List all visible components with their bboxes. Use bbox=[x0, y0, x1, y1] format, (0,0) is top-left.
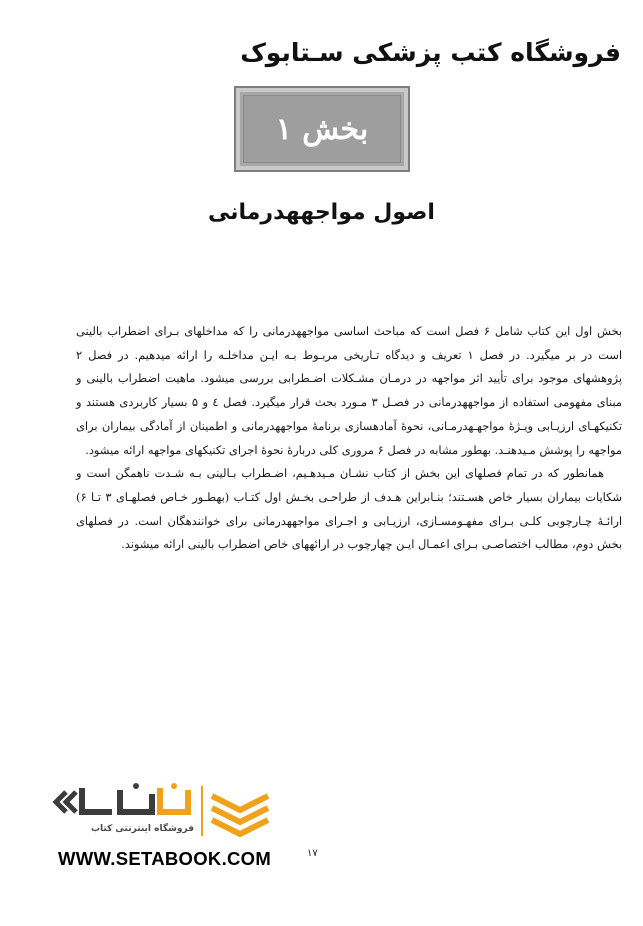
body-paragraph: بخش اول این کتاب شامل ۶ فصل است که مباحث اساسی مواجههدرمانی را که مداخلهای بـرای اضطراب بالینی است در بر میگیرد. در فصل ۱ تعریف و دیدگاه تـاریخی مربـوط بـه ایـن مداخلـه را ارائه میدهیم. در فصل ۲ پژوهشهای موجود برای تأیید اثر مواجهه در درمـان مشـکلات اضـطرابی بررسی میشود. ماهیت اضطراب بالینی و مبنای مفهومی استفاده از مواجههدرمانی در فصـل ۳ مـورد بحث قرار میگیرد. فصل ٤ و ۵ بسیار کاربردی هستند و تکنیکهـای ارزیـابی ویـژۀ مواجهـهدرمـانی، نحوۀ آمادهسازی برنامۀ مواجههدرمانی و اطمینان از آمادگی بیماران برای مواجهه را پوشش مـیدهنـد. بهطور مشابه در فصل ۶ مروری کلی دربارۀ نحوۀ اجرای تکنیکهای مواجهه ارائه میشود. bbox=[76, 324, 623, 457]
section-box bbox=[234, 86, 410, 172]
store-header: فروشگاه کتب پزشکی سـتابوک bbox=[240, 38, 621, 67]
body-text bbox=[76, 320, 622, 557]
site-url[interactable]: WWW.SETABOOK.COM bbox=[58, 848, 272, 869]
setabook-logo bbox=[52, 782, 277, 842]
chapter-title: اصول مواجههدرمانی bbox=[208, 200, 435, 225]
page-number: ۱۷ bbox=[307, 848, 318, 859]
body-paragraph: همانطور که در تمام فصلهای این بخش از کتاب نشـان مـیدهـیم، اضـطراب بـالینی بـه شـدت ناهمگن است و شکایات بیماران بسیار خاص هسـتند؛ بنـابراین هـدف از طراحـی بخـش اول کتـاب (بهطـور خـاص فصلهـای ۳ تـا ۶) ارائـۀ چـارچوبی کلـی بـرای مفهـومسـازی، ارزیـابی و اجـرای مواجههدرمانی برای خوانندهگان است. در فصلهای بخش دوم، مطالب اختصاصـی بـرای اعمـال ایـن چهارچوب در ارائههای خاص اضطراب بالینی ارائه میشوند. bbox=[76, 466, 622, 552]
section-box-inner bbox=[243, 95, 401, 163]
section-label: بخش ۱ bbox=[275, 111, 369, 147]
logo-tagline: فروشگاه اینترنتی کتاب bbox=[90, 824, 194, 834]
